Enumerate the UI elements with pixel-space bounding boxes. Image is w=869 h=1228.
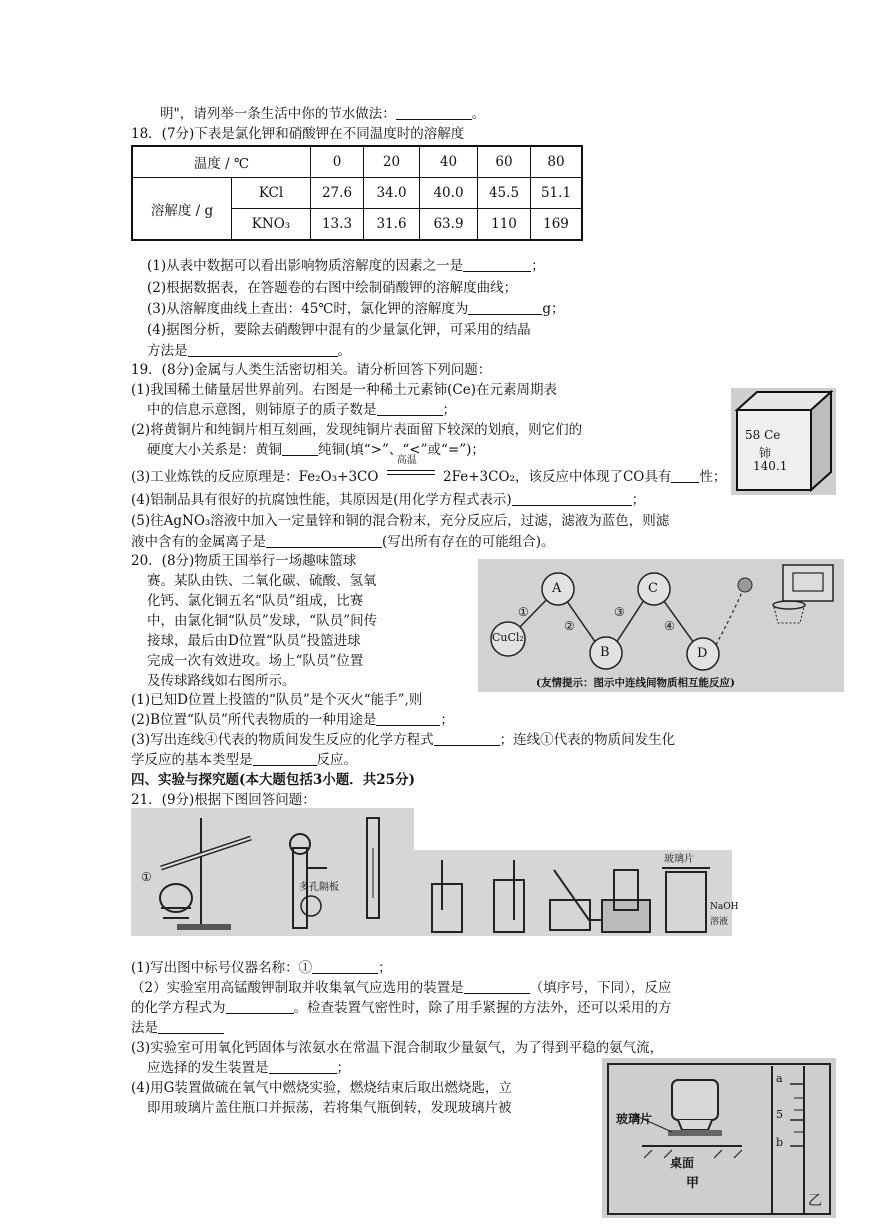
- element-mass: 140.1: [753, 459, 788, 473]
- tabletop-label: 桌面: [670, 1156, 695, 1170]
- glass-plate-label: 玻璃片: [616, 1112, 653, 1126]
- node-a: A: [552, 581, 562, 596]
- link-2: ②: [564, 619, 575, 633]
- yi-label: 乙: [808, 1193, 822, 1209]
- q21-p3a: (3)实验室可用氧化钙固体与浓氨水在常温下混合制取少量氨气，为了得到平稳的氨气流，: [131, 1040, 664, 1056]
- q19-p5a: (5)往AgNO₃溶液中加入一定量锌和铜的混合粉末，充分反应后，过滤，滤液为蓝色，则滤: [131, 513, 670, 529]
- apparatus-image-right: [414, 850, 739, 936]
- value-cell: 34.0: [364, 178, 420, 209]
- q20-line: 及传球路线如右图所示。: [147, 673, 296, 689]
- q19-p2b: 硬度大小关系是：黄铜 纯铜(填“>”、“<”或“=”)；: [147, 442, 485, 458]
- q21-p2c: 法是: [131, 1018, 224, 1038]
- value-cell: 40.0: [420, 178, 478, 209]
- q20-p3a: (3)写出连线④代表的物质间发生反应的化学方程式 ；连线①代表的物质间发生化: [131, 732, 676, 748]
- q19-p5b: 液中含有的金属离子是 (写出所有存在的可能组合)。: [131, 534, 555, 550]
- q20-p1: (1)已知D位置上投篮的“队员”是个灭火“能手”,则: [131, 692, 423, 708]
- element-cube-image: [731, 388, 836, 495]
- solubility-table: [131, 145, 583, 241]
- scale-5: 5: [776, 1108, 783, 1121]
- q20-line: 20．(8分)物质王国举行一场趣味篮球: [131, 553, 357, 569]
- q20-p2: (2)B位置“队员”所代表物质的一种用途是 ；: [131, 712, 454, 728]
- q21-heading: 21．(9分)根据下图回答问题：: [131, 792, 316, 808]
- apparatus-mark-1: ①: [141, 870, 152, 884]
- solubility-label-cell: 溶解度 / g: [132, 178, 232, 241]
- q20-line: 完成一次有效进攻。场上“队员”位置: [147, 653, 364, 669]
- node-c: C: [648, 581, 658, 596]
- temp-cell: 60: [478, 146, 531, 178]
- scale-b: b: [776, 1136, 784, 1149]
- temp-cell: 20: [364, 146, 420, 178]
- value-cell: 45.5: [478, 178, 531, 209]
- row-name-cell: KCl: [232, 178, 311, 209]
- q19-p2a: (2)将黄铜片和纯铜片相互刻画，发现纯铜片表面留下较深的划痕，则它们的: [131, 422, 583, 438]
- temp-cell: 80: [531, 146, 583, 178]
- value-cell: 31.6: [364, 209, 420, 241]
- q21-p4a: (4)用G装置做硫在氧气中燃烧实验，燃烧结束后取出燃烧匙，立: [131, 1080, 512, 1096]
- q21-p4b: 即用玻璃片盖住瓶口并振荡，若将集气瓶倒转，发现玻璃片被: [147, 1100, 512, 1116]
- value-cell: 13.3: [311, 209, 364, 241]
- jia-label: 甲: [686, 1176, 700, 1191]
- q19-p3: (3)工业炼铁的反应原理是：Fe₂O₃+3CO 高温 2Fe+3CO₂，该反应中体现了CO具有 性；: [131, 455, 727, 485]
- basketball-diagram: [478, 559, 844, 692]
- q18-p3: (3)从溶解度曲线上查出：45℃时，氯化钾的溶解度为 g；: [147, 301, 565, 317]
- q21-p1: (1)写出图中标号仪器名称：① ；: [131, 960, 392, 976]
- node-d: D: [697, 646, 708, 661]
- value-cell: 63.9: [420, 209, 478, 241]
- q19-p1a: (1)我国稀土储量居世界前列。右图是一种稀土元素铈(Ce)在元素周期表: [131, 382, 557, 398]
- q19-p1b: 中的信息示意图，则铈原子的质子数是 ；: [147, 402, 456, 418]
- row-name-cell: KNO₃: [232, 209, 311, 241]
- solution-label: 溶液: [710, 917, 729, 927]
- q18-p4b: 方法是 。: [147, 343, 351, 359]
- q19-p4: (4)铝制品具有很好的抗腐蚀性能，其原因是(用化学方程式表示) ；: [131, 492, 646, 508]
- q19-heading: 19．(8分)金属与人类生活密切相关。请分析回答下列问题：: [131, 362, 492, 378]
- section-heading: 四、实验与探究题(本大题包括3小题．共25分): [131, 772, 415, 788]
- q17-tail: 明"，请列举一条生活中你的节水做法： 。: [160, 106, 486, 122]
- q20-line: 化钙、氯化铜五名“队员”组成，比赛: [147, 593, 364, 609]
- q20-line: 赛。某队由铁、二氧化碳、硫酸、氢氧: [147, 573, 377, 589]
- temp-label-cell: 温度 / ℃: [132, 146, 311, 178]
- node-b: B: [600, 645, 610, 660]
- diagram-tip: (友情提示：图示中连线间物质相互能反应): [536, 677, 735, 689]
- q18-heading: 18．(7分)下表是氯化钾和硝酸钾在不同温度时的溶解度: [131, 126, 465, 142]
- temp-cell: 0: [311, 146, 364, 178]
- q18-p2: (2)根据数据表，在答题卷的右图中绘制硝酸钾的溶解度曲线；: [147, 280, 518, 296]
- value-cell: 27.6: [311, 178, 364, 209]
- q20-p3b: 学反应的基本类型是 反应。: [131, 752, 357, 768]
- q21-p2b: 的化学方程式为 。检查装置气密性时，除了用手紧握的方法外，还可以采用的方: [131, 1000, 672, 1016]
- apparatus-image-left: [131, 808, 414, 936]
- board-label: 多孔隔板: [299, 882, 339, 893]
- q20-line: 中，由氯化铜“队员”发球，“队员”间传: [147, 613, 378, 629]
- node-cucl2: CuCl₂: [492, 631, 524, 644]
- value-cell: 169: [531, 209, 583, 241]
- scale-a: a: [776, 1072, 783, 1085]
- naoh-label: NaOH: [710, 902, 739, 912]
- element-number: 58 Ce: [745, 428, 781, 442]
- element-name: 铈: [759, 446, 772, 460]
- link-1: ①: [518, 605, 529, 619]
- bottle-figure: [602, 1058, 836, 1218]
- value-cell: 51.1: [531, 178, 583, 209]
- link-3: ③: [614, 605, 625, 619]
- q18-p4a: (4)据图分析，要除去硝酸钾中混有的少量氯化钾，可采用的结晶: [147, 322, 531, 338]
- q21-p3b: 应选择的发生装置是 ；: [147, 1060, 350, 1076]
- reaction-condition: 高温: [383, 465, 439, 481]
- glass-label: 玻璃片: [664, 854, 694, 865]
- q18-p1: (1)从表中数据可以看出影响物质溶解度的因素之一是 ；: [147, 258, 545, 274]
- q21-p2a: （2）实验室用高锰酸钾制取并收集氧气应选用的装置是 （填序号，下同），反应: [131, 980, 672, 996]
- q20-line: 接球，最后由D位置“队员”投篮进球: [147, 633, 361, 649]
- value-cell: 110: [478, 209, 531, 241]
- temp-cell: 40: [420, 146, 478, 178]
- link-4: ④: [664, 619, 675, 633]
